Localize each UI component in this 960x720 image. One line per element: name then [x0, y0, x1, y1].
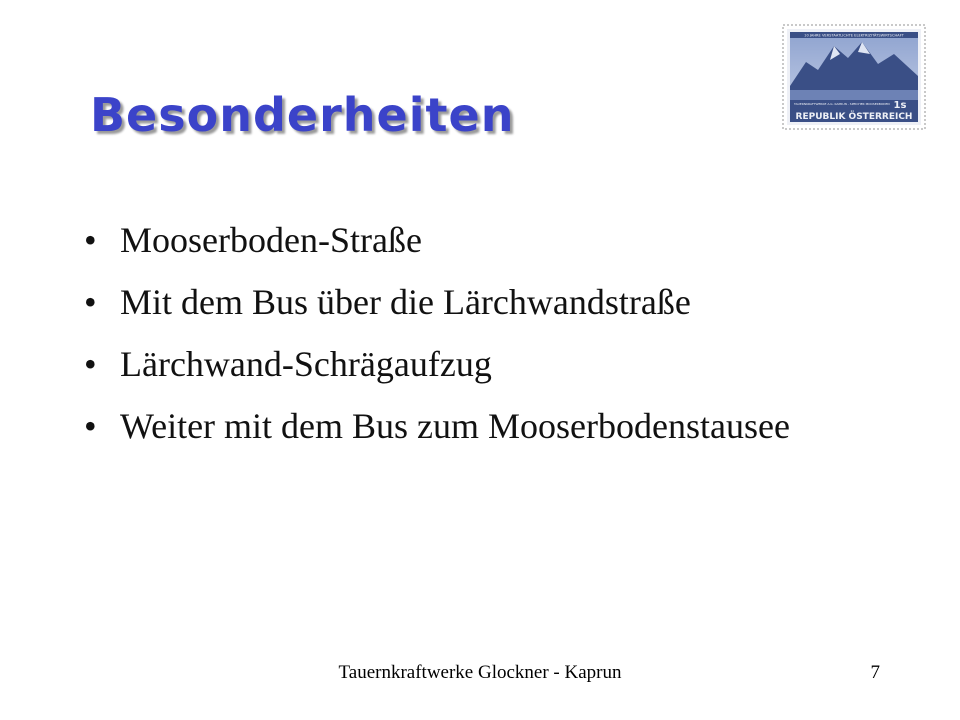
- bullet-dot: •: [84, 406, 97, 446]
- stamp-graphic: [782, 24, 926, 130]
- bullet-list: [84, 220, 844, 468]
- bullet-text: Lärchwand-Schrägaufzug: [120, 344, 492, 384]
- footer-text: Tauernkraftwerke Glockner - Kaprun: [338, 662, 622, 683]
- stamp-top-text: 10 JAHRE VERSTAATLICHTE ELEKTRIZITÄTSWIRTSCHAFT: [804, 33, 904, 38]
- bullet-text: Mooserboden-Straße: [120, 220, 422, 260]
- slide-footer: [0, 662, 960, 686]
- stamp-lake: [790, 90, 918, 100]
- bullet-text: Weiter mit dem Bus zum Mooserbodenstausee: [120, 406, 790, 446]
- bullet-item: [84, 344, 844, 384]
- bullet-dot: •: [84, 282, 97, 322]
- stamp-caption: TAUERNKRAFTWERKE A.G. KAPRUN - SPEICHER MOOSERBODEN: [794, 102, 890, 106]
- bullet-item: [84, 406, 844, 446]
- bullet-dot: •: [84, 344, 97, 384]
- page-number: 7: [870, 662, 880, 683]
- postage-stamp-image: [782, 24, 926, 130]
- bullet-text: Mit dem Bus über die Lärchwandstraße: [120, 282, 691, 322]
- slide-title: Besonderheiten: [90, 88, 515, 142]
- stamp-country: REPUBLIK ÖSTERREICH: [795, 112, 913, 122]
- bullet-dot: •: [84, 220, 97, 260]
- stamp-value: 1s: [893, 100, 907, 111]
- bullet-item: [84, 282, 844, 322]
- bullet-item: [84, 220, 844, 260]
